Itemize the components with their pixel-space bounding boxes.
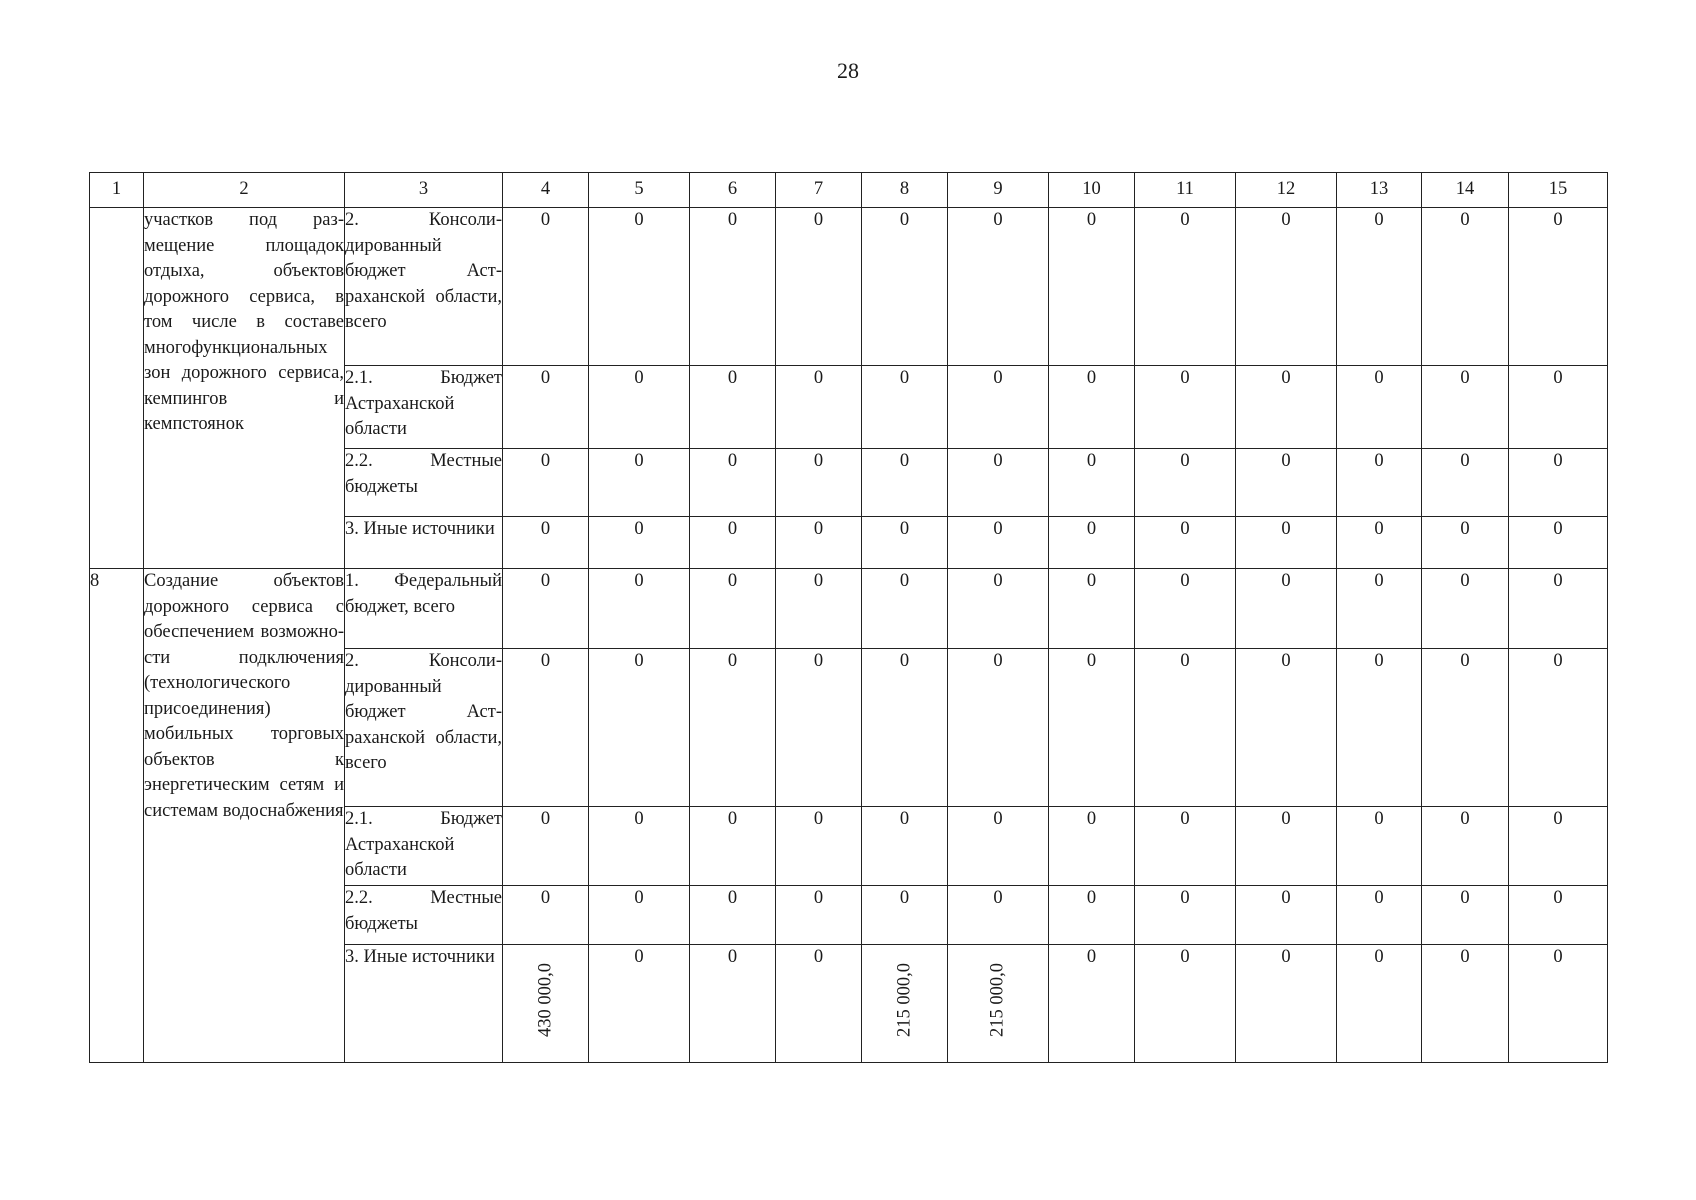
amount-cell: 0 xyxy=(776,649,862,807)
amount-cell: 0 xyxy=(1049,807,1135,886)
page-number: 28 xyxy=(837,58,859,83)
measure-description: Создание объектов дорожного сервиса с обеспечением возможности подключения (технологического присоединения) мобильных торговых объектов к энергетическим сетям и системам водоснабжения xyxy=(144,569,345,1063)
amount-cell: 0 xyxy=(1236,449,1337,517)
amount-cell-rotated xyxy=(862,945,948,1063)
amount-cell: 0 xyxy=(690,649,776,807)
table-row xyxy=(90,208,1608,366)
column-number-6: 6 xyxy=(690,173,776,208)
amount-cell: 0 xyxy=(1049,569,1135,649)
amount-cell: 0 xyxy=(776,366,862,449)
amount-cell: 0 xyxy=(1049,886,1135,945)
row-index xyxy=(90,208,144,569)
amount-cell: 0 xyxy=(776,569,862,649)
amount-cell: 0 xyxy=(1135,517,1236,569)
amount-cell: 0 xyxy=(1422,449,1509,517)
amount-cell: 0 xyxy=(1422,517,1509,569)
amount-cell: 0 xyxy=(1135,449,1236,517)
column-number-4: 4 xyxy=(503,173,589,208)
amount-cell: 0 xyxy=(948,208,1049,366)
amount-cell: 0 xyxy=(1337,208,1422,366)
amount-cell: 0 xyxy=(1509,649,1608,807)
column-number-header-row xyxy=(90,173,1608,208)
amount-cell: 0 xyxy=(948,569,1049,649)
amount-cell: 0 xyxy=(503,569,589,649)
amount-cell: 0 xyxy=(1135,366,1236,449)
amount-cell: 0 xyxy=(776,208,862,366)
amount-cell: 0 xyxy=(862,569,948,649)
amount-cell: 0 xyxy=(503,807,589,886)
funding-source: 2. Консолидированный бюджет Астраханской области, всего xyxy=(345,208,503,366)
amount-cell: 0 xyxy=(862,449,948,517)
amount-cell: 0 xyxy=(690,569,776,649)
amount-cell: 0 xyxy=(1236,649,1337,807)
funding-source: 1. Федеральный бюджет, всего xyxy=(345,569,503,649)
amount-cell: 0 xyxy=(503,366,589,449)
amount-cell: 0 xyxy=(1422,886,1509,945)
amount-cell: 0 xyxy=(1236,945,1337,1063)
amount-cell: 0 xyxy=(1135,945,1236,1063)
amount-cell: 0 xyxy=(1509,517,1608,569)
amount-cell: 0 xyxy=(1337,449,1422,517)
amount-cell: 0 xyxy=(862,366,948,449)
amount-cell: 0 xyxy=(1049,208,1135,366)
amount-cell: 0 xyxy=(1236,517,1337,569)
amount-cell: 0 xyxy=(1509,886,1608,945)
amount-cell: 0 xyxy=(1135,807,1236,886)
amount-cell: 0 xyxy=(862,649,948,807)
amount-cell: 0 xyxy=(589,208,690,366)
amount-value: 215 000,0 xyxy=(987,963,1008,1037)
amount-cell: 0 xyxy=(1422,649,1509,807)
funding-source: 2.1. Бюджет Астраханской области xyxy=(345,366,503,449)
amount-cell: 0 xyxy=(1135,208,1236,366)
amount-cell: 0 xyxy=(948,449,1049,517)
amount-cell: 0 xyxy=(690,886,776,945)
amount-cell: 0 xyxy=(776,886,862,945)
amount-cell: 0 xyxy=(1337,366,1422,449)
amount-cell: 0 xyxy=(690,449,776,517)
amount-cell: 0 xyxy=(1135,886,1236,945)
column-number-2: 2 xyxy=(144,173,345,208)
amount-cell: 0 xyxy=(690,945,776,1063)
amount-cell: 0 xyxy=(1236,569,1337,649)
column-number-10: 10 xyxy=(1049,173,1135,208)
amount-cell: 0 xyxy=(862,886,948,945)
amount-cell: 0 xyxy=(1422,945,1509,1063)
amount-cell: 0 xyxy=(1422,366,1509,449)
funding-source: 3. Иные источники xyxy=(345,517,503,569)
amount-cell: 0 xyxy=(862,208,948,366)
column-number-11: 11 xyxy=(1135,173,1236,208)
amount-cell: 0 xyxy=(1049,366,1135,449)
amount-cell: 0 xyxy=(1509,449,1608,517)
amount-cell: 0 xyxy=(690,517,776,569)
column-number-1: 1 xyxy=(90,173,144,208)
column-number-8: 8 xyxy=(862,173,948,208)
amount-cell: 0 xyxy=(589,945,690,1063)
amount-cell: 0 xyxy=(862,807,948,886)
amount-cell: 0 xyxy=(1509,366,1608,449)
amount-cell: 0 xyxy=(1135,649,1236,807)
amount-cell: 0 xyxy=(1049,945,1135,1063)
amount-cell: 0 xyxy=(1509,208,1608,366)
amount-cell: 0 xyxy=(690,208,776,366)
table-row xyxy=(90,569,1608,649)
amount-cell: 0 xyxy=(948,366,1049,449)
amount-cell: 0 xyxy=(948,649,1049,807)
amount-cell: 0 xyxy=(1049,517,1135,569)
amount-cell: 0 xyxy=(862,517,948,569)
amount-cell: 0 xyxy=(1509,807,1608,886)
amount-cell: 0 xyxy=(776,807,862,886)
amount-cell: 0 xyxy=(776,517,862,569)
column-number-13: 13 xyxy=(1337,173,1422,208)
row-index: 8 xyxy=(90,569,144,1063)
amount-cell: 0 xyxy=(1135,569,1236,649)
amount-cell: 0 xyxy=(1236,807,1337,886)
amount-cell: 0 xyxy=(1236,208,1337,366)
amount-cell: 0 xyxy=(1049,649,1135,807)
amount-cell: 0 xyxy=(589,569,690,649)
amount-cell: 0 xyxy=(948,517,1049,569)
funding-source: 2.2. Местные бюджеты xyxy=(345,886,503,945)
amount-cell: 0 xyxy=(1422,569,1509,649)
column-number-7: 7 xyxy=(776,173,862,208)
amount-cell: 0 xyxy=(1422,807,1509,886)
amount-cell: 0 xyxy=(776,449,862,517)
amount-cell: 0 xyxy=(1422,208,1509,366)
column-number-3: 3 xyxy=(345,173,503,208)
amount-cell-rotated xyxy=(503,945,589,1063)
funding-source: 2.1. Бюджет Астраханской области xyxy=(345,807,503,886)
amount-cell: 0 xyxy=(690,807,776,886)
amount-cell: 0 xyxy=(776,945,862,1063)
amount-cell: 0 xyxy=(1337,945,1422,1063)
amount-cell: 0 xyxy=(589,366,690,449)
amount-cell: 0 xyxy=(1236,366,1337,449)
column-number-15: 15 xyxy=(1509,173,1608,208)
amount-cell: 0 xyxy=(1509,945,1608,1063)
amount-cell: 0 xyxy=(948,807,1049,886)
amount-cell: 0 xyxy=(1337,569,1422,649)
amount-cell: 0 xyxy=(589,807,690,886)
amount-value: 430 000,0 xyxy=(534,963,555,1037)
amount-cell: 0 xyxy=(589,517,690,569)
amount-cell: 0 xyxy=(503,886,589,945)
amount-cell-rotated xyxy=(948,945,1049,1063)
amount-cell: 0 xyxy=(1337,517,1422,569)
amount-cell: 0 xyxy=(1236,886,1337,945)
amount-cell: 0 xyxy=(690,366,776,449)
amount-cell: 0 xyxy=(1509,569,1608,649)
amount-cell: 0 xyxy=(1337,649,1422,807)
column-number-14: 14 xyxy=(1422,173,1509,208)
funding-table xyxy=(89,172,1608,1063)
column-number-5: 5 xyxy=(589,173,690,208)
amount-cell: 0 xyxy=(503,649,589,807)
column-number-12: 12 xyxy=(1236,173,1337,208)
funding-source: 2. Консолидированный бюджет Астраханской области, всего xyxy=(345,649,503,807)
amount-cell: 0 xyxy=(589,449,690,517)
amount-cell: 0 xyxy=(1337,886,1422,945)
amount-value: 215 000,0 xyxy=(893,963,914,1037)
amount-cell: 0 xyxy=(589,649,690,807)
amount-cell: 0 xyxy=(1049,449,1135,517)
amount-cell: 0 xyxy=(589,886,690,945)
amount-cell: 0 xyxy=(503,449,589,517)
amount-cell: 0 xyxy=(503,517,589,569)
amount-cell: 0 xyxy=(503,208,589,366)
amount-cell: 0 xyxy=(1337,807,1422,886)
funding-source: 2.2. Местные бюджеты xyxy=(345,449,503,517)
column-number-9: 9 xyxy=(948,173,1049,208)
measure-description: участков под размещение площадок отдыха, объектов дорожного сервиса, в том числе в составе многофункциональных зон дорожного сервиса, кемпингов и кемпстоянок xyxy=(144,208,345,569)
amount-cell: 0 xyxy=(948,886,1049,945)
funding-source: 3. Иные источники xyxy=(345,945,503,1063)
